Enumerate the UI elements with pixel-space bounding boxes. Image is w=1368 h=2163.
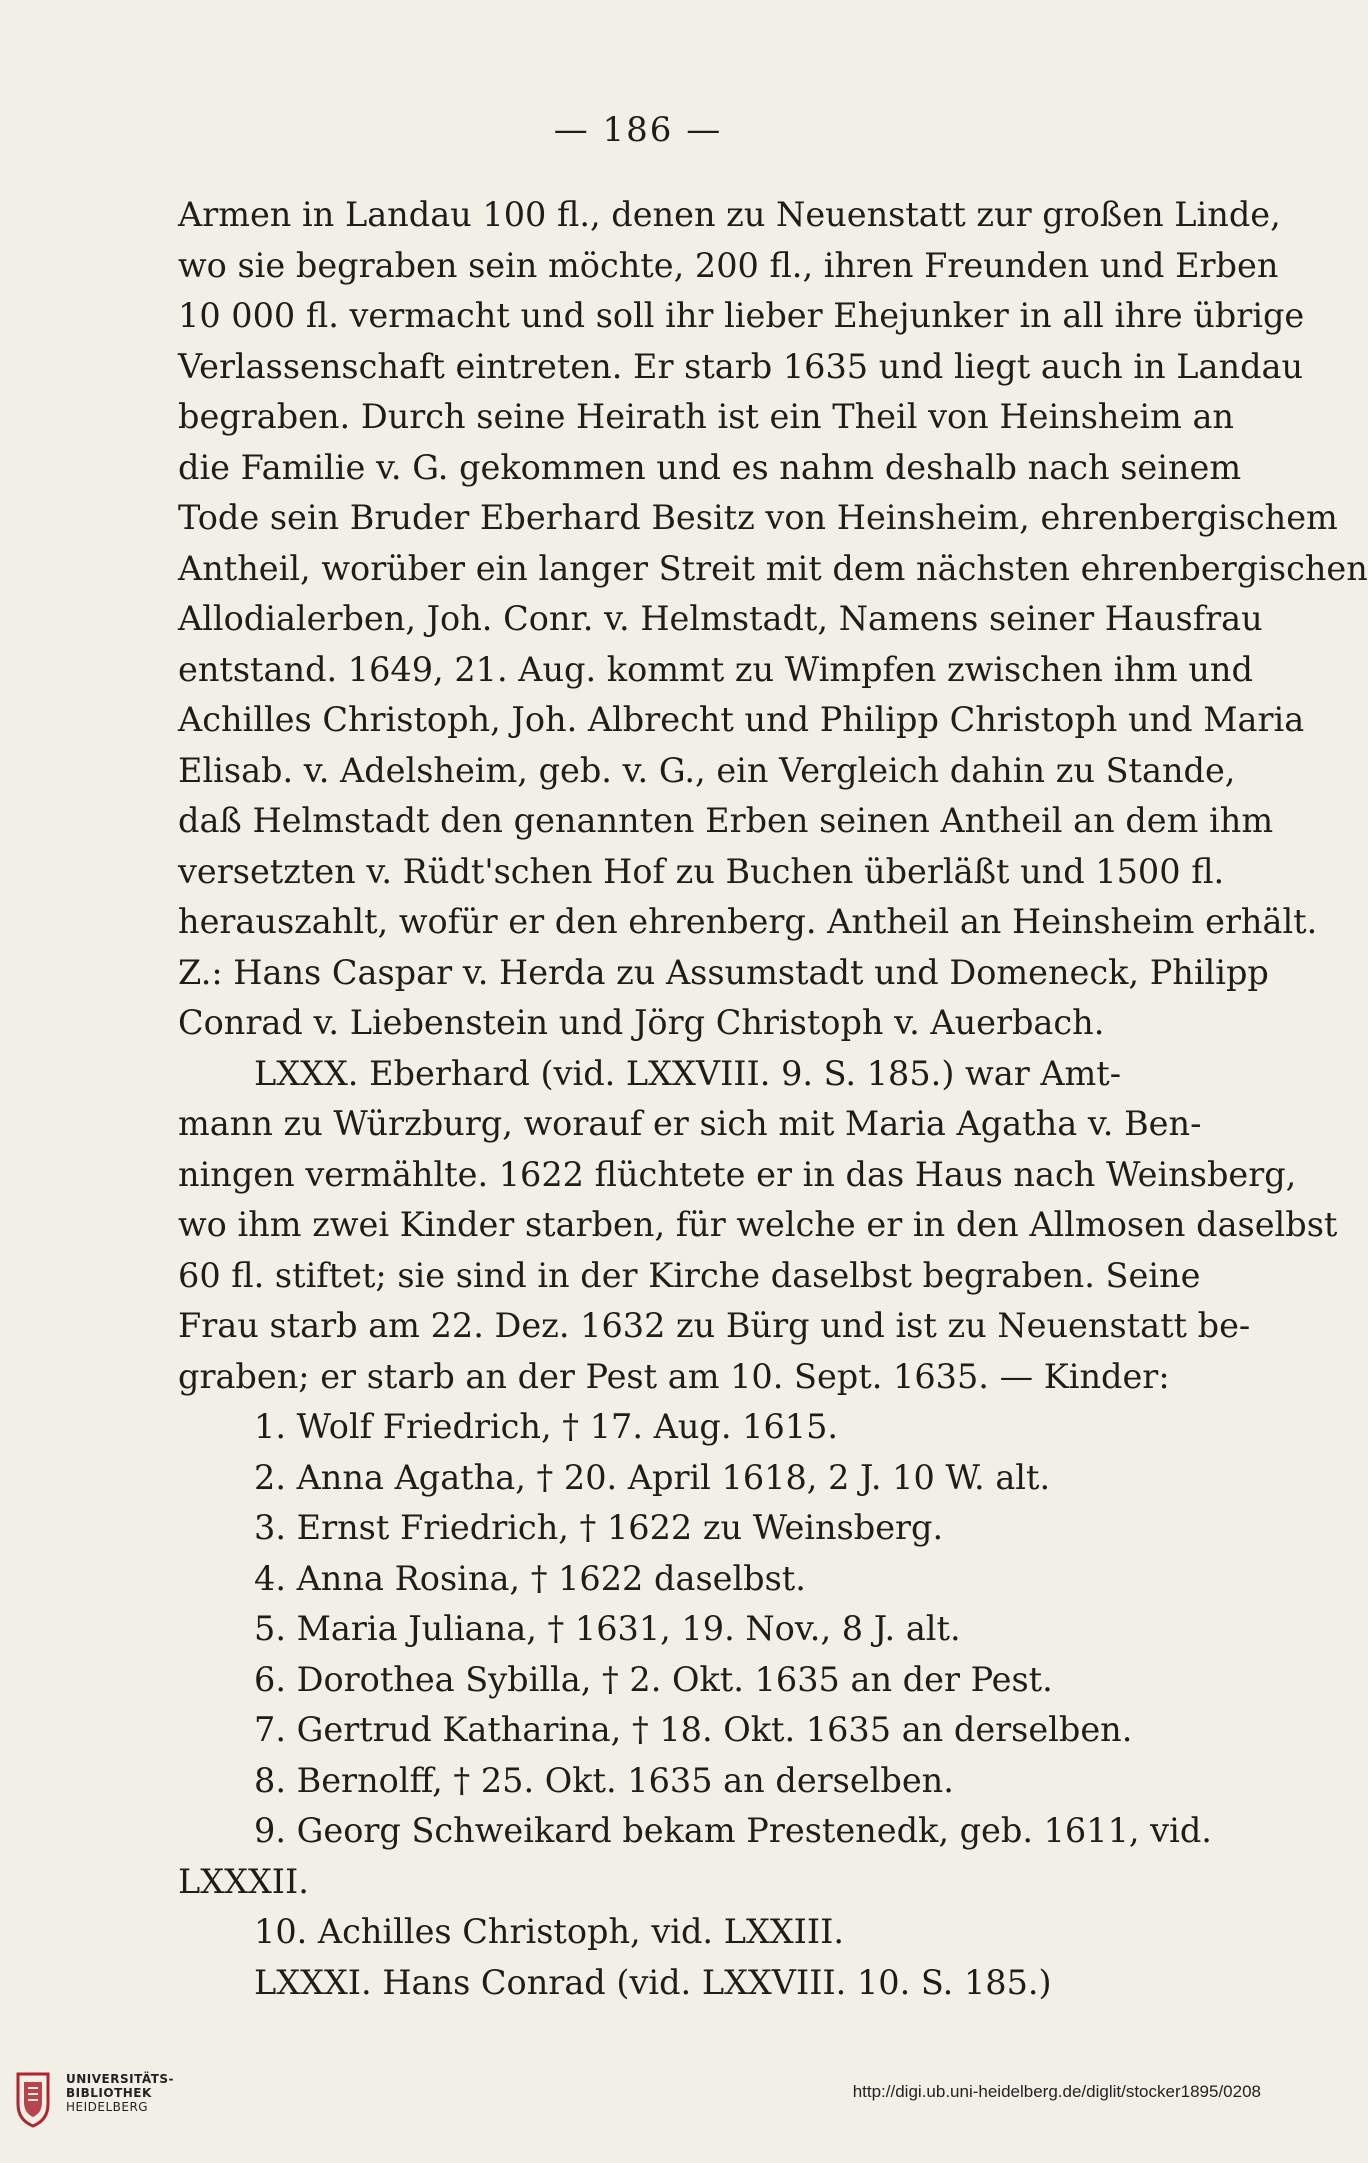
text-line: Verlassenschaft eintreten. Er starb 1635 und liegt auch in Landau	[178, 346, 1304, 386]
text-line: mann zu Würzburg, worauf er sich mit Maria Agatha v. Ben-	[178, 1104, 1202, 1143]
text-line: herauszahlt, wofür er den ehrenberg. Antheil an Heinsheim erhält.	[178, 902, 1318, 941]
text-line: 9. Georg Schweikard bekam Prestenedk, geb. 1611, vid.	[254, 1811, 1212, 1850]
text-line: 6. Dorothea Sybilla, † 2. Okt. 1635 an der Pest.	[254, 1659, 1053, 1699]
library-logo-text	[66, 2072, 174, 2114]
text-line: LXXX. Eberhard (vid. LXXVIII. 9. S. 185.) war Amt-	[254, 1053, 1122, 1093]
text-line: Armen in Landau 100 fl., denen zu Neuenstatt zur großen Linde,	[178, 195, 1281, 234]
text-line: Antheil, worüber ein langer Streit mit dem nächsten ehrenbergischen	[178, 548, 1368, 588]
text-line: 5. Maria Juliana, † 1631, 19. Nov., 8 J. alt.	[254, 1609, 961, 1648]
text-line: Conrad v. Liebenstein und Jörg Christoph v. Auerbach.	[178, 1003, 1105, 1042]
text-line: daß Helmstadt den genannten Erben seinen Antheil an dem ihm	[178, 801, 1274, 840]
text-line: 8. Bernolff, † 25. Okt. 1635 an derselben.	[254, 1760, 954, 1800]
text-line: begraben. Durch seine Heirath ist ein Theil von Heinsheim an	[178, 397, 1235, 436]
text-line: Allodialerben, Joh. Conr. v. Helmstadt, Namens seiner Hausfrau	[178, 599, 1263, 638]
logo-line: HEIDELBERG	[66, 2100, 149, 2114]
page-number: — 186 —	[553, 110, 723, 150]
text-line: Elisab. v. Adelsheim, geb. v. G., ein Vergleich dahin zu Stande,	[178, 750, 1236, 790]
text-line: Tode sein Bruder Eberhard Besitz von Heinsheim, ehrenbergischem	[178, 498, 1338, 537]
text-line: wo ihm zwei Kinder starben, für welche er in den Allmosen daselbst	[178, 1205, 1338, 1244]
text-line: Frau starb am 22. Dez. 1632 zu Bürg und ist zu Neuenstatt be-	[178, 1306, 1251, 1345]
text-line: 10. Achilles Christoph, vid. LXXIII.	[254, 1912, 845, 1951]
library-logo[interactable]	[10, 2070, 200, 2150]
text-line: 7. Gertrud Katharina, † 18. Okt. 1635 an derselben.	[254, 1710, 1133, 1749]
text-line: graben; er starb an der Pest am 10. Sept. 1635. — Kinder:	[178, 1356, 1170, 1396]
text-line: die Familie v. G. gekommen und es nahm deshalb nach seinem	[178, 447, 1242, 487]
text-line: 60 fl. stiftet; sie sind in der Kirche daselbst begraben. Seine	[178, 1255, 1201, 1295]
logo-line: UNIVERSITÄTS-	[66, 2072, 175, 2086]
text-line: 2. Anna Agatha, † 20. April 1618, 2 J. 10 W. alt.	[254, 1457, 1051, 1497]
text-line: LXXXII.	[178, 1861, 309, 1901]
text-line: entstand. 1649, 21. Aug. kommt zu Wimpfen zwischen ihm und	[178, 649, 1253, 689]
text-line: Achilles Christoph, Joh. Albrecht und Philipp Christoph und Maria	[178, 700, 1305, 739]
text-line: ningen vermählte. 1622 flüchtete er in das Haus nach Weinsberg,	[178, 1154, 1297, 1194]
text-line: versetzten v. Rüdt'schen Hof zu Buchen überläßt und 1500 fl.	[178, 851, 1225, 891]
body-text	[178, 190, 1368, 2008]
source-url-link[interactable]: http://digi.ub.uni-heidelberg.de/diglit/stocker1895/0208	[852, 2082, 1261, 2101]
text-line: 3. Ernst Friedrich, † 1622 zu Weinsberg.	[254, 1508, 944, 1547]
text-line: 1. Wolf Friedrich, † 17. Aug. 1615.	[254, 1407, 839, 1446]
text-line: 10 000 fl. vermacht und soll ihr lieber Ehejunker in all ihre übrige	[178, 296, 1305, 335]
text-line: Z.: Hans Caspar v. Herda zu Assumstadt und Domeneck, Philipp	[178, 952, 1269, 992]
library-seal-icon	[10, 2070, 56, 2130]
text-line: LXXXI. Hans Conrad (vid. LXXVIII. 10. S. 185.)	[254, 1962, 1052, 2002]
logo-line: BIBLIOTHEK	[66, 2086, 152, 2100]
text-line: 4. Anna Rosina, † 1622 daselbst.	[254, 1558, 806, 1598]
text-line: wo sie begraben sein möchte, 200 fl., ihren Freunden und Erben	[178, 245, 1279, 285]
